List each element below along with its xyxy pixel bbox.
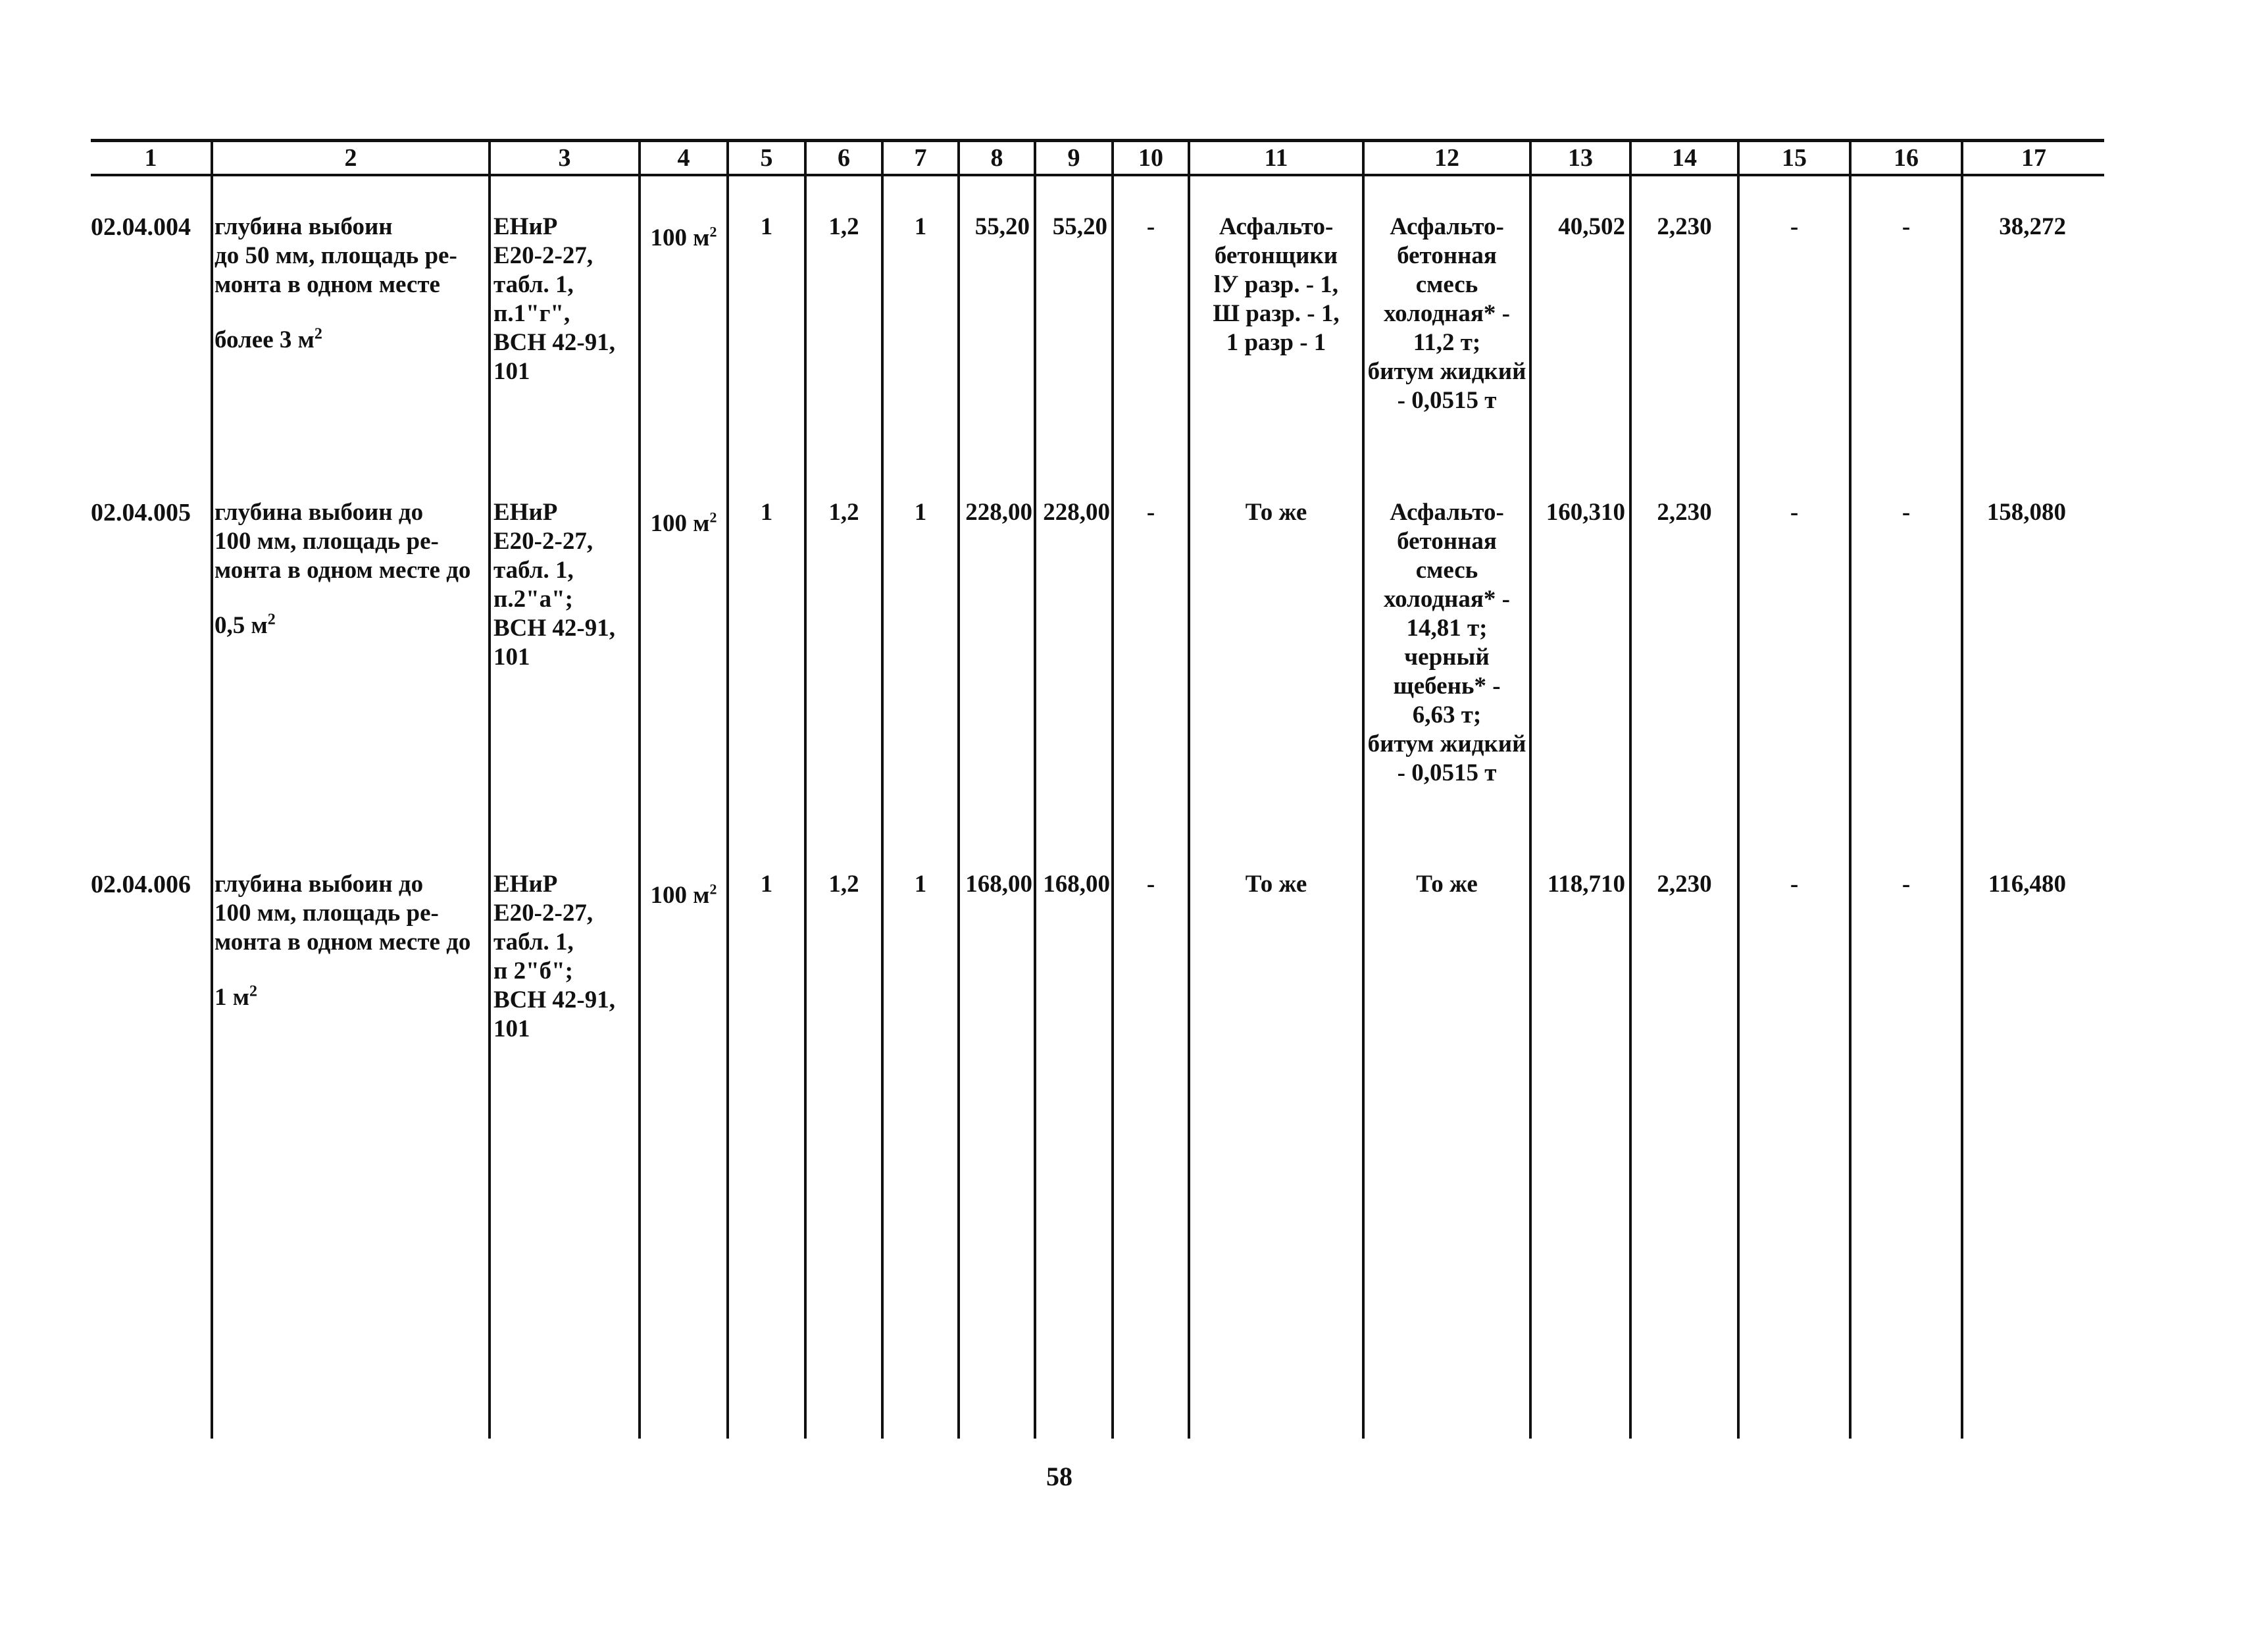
row-col-13: 118,710 [1547, 871, 1625, 898]
basis-line: табл. 1, [493, 271, 574, 298]
desc-line-area [214, 983, 484, 1012]
desc-line: глубина выбоин [214, 213, 393, 240]
column-divider [804, 139, 807, 1439]
superscript: 2 [709, 223, 717, 240]
column-divider [1961, 139, 1963, 1439]
row-col-16: - [1902, 213, 1911, 240]
basis-line: Е20-2-27, [493, 900, 593, 927]
materials-line: Асфальто- [1390, 213, 1504, 240]
basis-line: ВСН 42-91, [493, 615, 615, 642]
row-materials [1365, 870, 1529, 899]
unit-text: 100 м [650, 510, 710, 537]
superscript: 2 [314, 325, 322, 343]
basis-line: 101 [493, 644, 530, 671]
basis-line: ЕНиР [493, 213, 558, 240]
row-col-9: 228,00 [1043, 499, 1110, 526]
page-number: 58 [1046, 1462, 1072, 1491]
desc-line: до 50 мм, площадь ре- [214, 242, 457, 269]
row-col-9: 168,00 [1043, 871, 1110, 898]
row-code: 02.04.004 [91, 213, 191, 241]
workers-line: бетонщики [1214, 242, 1338, 269]
materials-line: смесь [1415, 557, 1478, 584]
basis-line: 101 [493, 1015, 530, 1042]
header-col-8: 8 [990, 144, 1003, 172]
row-col-15: - [1790, 871, 1799, 898]
header-col-17: 17 [2021, 144, 2046, 172]
header-col-1: 1 [144, 144, 157, 172]
basis-line: ВСН 42-91, [493, 986, 615, 1013]
column-divider [881, 139, 884, 1439]
column-divider [1737, 139, 1740, 1439]
row-col-6: 1,2 [828, 499, 859, 526]
row-basis [493, 213, 637, 386]
materials-line: холодная* - [1384, 300, 1510, 327]
row-col-8: 228,00 [965, 499, 1032, 526]
materials-line: 11,2 т; [1413, 329, 1481, 356]
row-basis [493, 498, 637, 672]
materials-line: холодная* - [1384, 586, 1510, 613]
row-col-17: 158,080 [1986, 499, 2066, 526]
header-col-7: 7 [914, 144, 927, 172]
row-unit [641, 509, 726, 538]
desc-line: 1 м [214, 984, 249, 1011]
desc-line: 100 мм, площадь ре- [214, 900, 439, 927]
row-col-8: 55,20 [974, 213, 1030, 240]
materials-line: Асфальто- [1390, 499, 1504, 526]
basis-line: ЕНиР [493, 499, 558, 526]
row-col-15: - [1790, 499, 1799, 526]
desc-line: 100 мм, площадь ре- [214, 528, 439, 555]
desc-line: монта в одном месте [214, 271, 440, 298]
column-divider [1629, 139, 1632, 1439]
row-col-10: - [1146, 499, 1155, 526]
row-col-5: 1 [760, 213, 773, 240]
row-col-15: - [1790, 213, 1799, 240]
workers-line: То же [1245, 871, 1307, 898]
basis-line: 101 [493, 358, 530, 385]
row-workers [1190, 213, 1362, 357]
row-workers [1190, 498, 1362, 527]
basis-line: табл. 1, [493, 929, 574, 956]
materials-line: битум жидкий [1367, 358, 1526, 385]
row-col-6: 1,2 [828, 213, 859, 240]
row-col-14: 2,230 [1657, 499, 1712, 526]
header-col-13: 13 [1568, 144, 1593, 172]
basis-line: Е20-2-27, [493, 528, 593, 555]
column-divider [638, 139, 641, 1439]
workers-line: То же [1245, 499, 1307, 526]
row-basis [493, 870, 637, 1044]
desc-line-area [214, 326, 484, 355]
header-col-3: 3 [558, 144, 571, 172]
row-col-6: 1,2 [828, 871, 859, 898]
header-col-10: 10 [1138, 144, 1163, 172]
basis-line: Е20-2-27, [493, 242, 593, 269]
materials-line: 6,63 т; [1412, 702, 1482, 729]
column-divider [957, 139, 960, 1439]
basis-line: п.2"а"; [493, 586, 573, 613]
workers-line: lУ разр. - 1, [1213, 271, 1339, 298]
unit-text: 100 м [650, 882, 710, 909]
column-divider [488, 139, 491, 1439]
materials-line: бетонная [1397, 242, 1497, 269]
materials-line: - 0,0515 т [1397, 759, 1497, 786]
header-col-11: 11 [1264, 144, 1288, 172]
row-workers [1190, 870, 1362, 899]
row-code: 02.04.006 [91, 871, 191, 898]
superscript: 2 [249, 983, 257, 1000]
row-col-7: 1 [914, 213, 927, 240]
superscript: 2 [267, 611, 276, 628]
row-col-10: - [1146, 871, 1155, 898]
workers-line: Асфальто- [1219, 213, 1334, 240]
row-col-5: 1 [760, 871, 773, 898]
column-divider [726, 139, 729, 1439]
row-materials [1365, 498, 1529, 788]
row-description [214, 498, 484, 640]
workers-line: 1 разр - 1 [1226, 329, 1326, 356]
column-divider [1529, 139, 1532, 1439]
column-divider [1111, 139, 1114, 1439]
row-unit [641, 224, 726, 253]
header-col-14: 14 [1672, 144, 1697, 172]
materials-line: щебень* - [1393, 673, 1501, 700]
workers-line: Ш разр. - 1, [1213, 300, 1340, 327]
row-col-9: 55,20 [1052, 213, 1107, 240]
row-description [214, 213, 484, 355]
row-col-13: 160,310 [1546, 499, 1625, 526]
basis-line: ЕНиР [493, 871, 558, 898]
column-divider [1034, 139, 1036, 1439]
desc-line: глубина выбоин до [214, 499, 424, 526]
basis-line: ВСН 42-91, [493, 329, 615, 356]
column-divider [211, 176, 213, 1439]
row-col-13: 40,502 [1558, 213, 1625, 240]
row-col-8: 168,00 [965, 871, 1032, 898]
row-col-7: 1 [914, 871, 927, 898]
row-col-14: 2,230 [1657, 871, 1712, 898]
header-col-9: 9 [1067, 144, 1080, 172]
desc-line-area [214, 611, 484, 640]
materials-line: битум жидкий [1367, 730, 1526, 757]
row-col-16: - [1902, 499, 1911, 526]
basis-line: п.1"г", [493, 300, 570, 327]
header-col-16: 16 [1894, 144, 1919, 172]
materials-line: 14,81 т; [1406, 615, 1488, 642]
row-col-17: 116,480 [1988, 871, 2066, 898]
row-col-10: - [1146, 213, 1155, 240]
header-col-4: 4 [677, 144, 690, 172]
row-col-7: 1 [914, 499, 927, 526]
materials-line: бетонная [1397, 528, 1497, 555]
row-materials [1365, 213, 1529, 415]
materials-line: - 0,0515 т [1397, 387, 1497, 414]
row-col-14: 2,230 [1657, 213, 1712, 240]
header-bottom-rule [91, 174, 2104, 176]
superscript: 2 [709, 509, 717, 526]
header-col-5: 5 [760, 144, 773, 172]
row-col-17: 38,272 [1999, 213, 2066, 240]
row-code: 02.04.005 [91, 499, 191, 526]
header-col-2: 2 [344, 144, 357, 172]
row-description [214, 870, 484, 1012]
basis-line: п 2"б"; [493, 958, 573, 984]
materials-line: черный [1404, 644, 1490, 671]
header-col-6: 6 [838, 144, 850, 172]
row-unit [641, 881, 726, 910]
materials-line: То же [1416, 871, 1478, 898]
unit-text: 100 м [650, 224, 710, 251]
desc-line: глубина выбоин до [214, 871, 424, 898]
desc-line: более 3 м [214, 326, 315, 353]
column-divider [1849, 139, 1852, 1439]
desc-line: монта в одном месте до [214, 557, 471, 584]
header-col-15: 15 [1782, 144, 1807, 172]
row-col-16: - [1902, 871, 1911, 898]
materials-line: смесь [1415, 271, 1478, 298]
superscript: 2 [709, 881, 717, 898]
desc-line: 0,5 м [214, 612, 268, 639]
row-col-5: 1 [760, 499, 773, 526]
header-col-12: 12 [1434, 144, 1459, 172]
desc-line: монта в одном месте до [214, 929, 471, 956]
basis-line: табл. 1, [493, 557, 574, 584]
